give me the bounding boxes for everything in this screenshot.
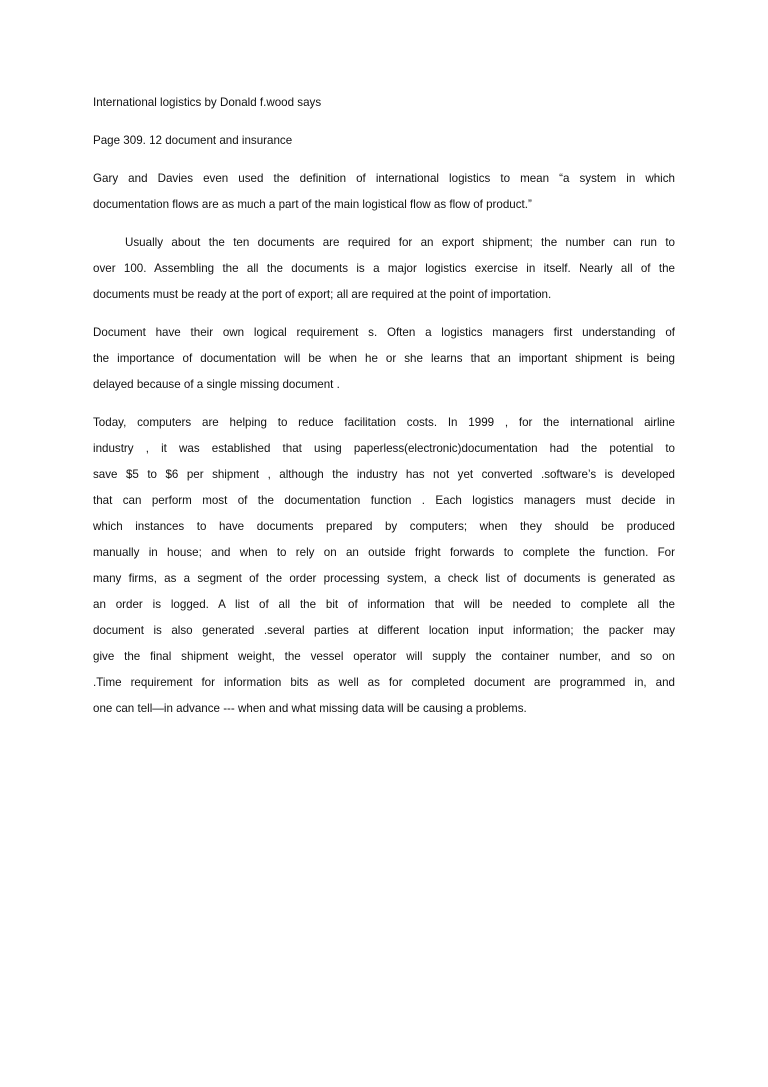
paragraph (93, 230, 675, 308)
text-line: delayed because of a single missing document . (93, 378, 340, 391)
text-line: Page 309. 12 document and insurance (93, 134, 293, 147)
text-line: the importance of documentation will be when he or she learns that an important shipment is being (93, 352, 675, 365)
paragraph (93, 320, 675, 398)
paragraph (93, 410, 675, 722)
text-line: Today, computers are helping to reduce facilitation costs. In 1999 , for the international airline (93, 416, 675, 429)
text-line: one can tell—in advance --- when and what missing data will be causing a problems. (93, 702, 527, 715)
text-line: industry , it was established that using paperless(electronic)documentation had the potential to (93, 442, 675, 455)
text-line: Usually about the ten documents are required for an export shipment; the number can run to (125, 236, 675, 249)
text-line: give the final shipment weight, the vessel operator will supply the container number, and so on (93, 650, 675, 663)
text-line: many firms, as a segment of the order processing system, a check list of documents is generated as (93, 572, 675, 585)
document-title (93, 90, 675, 116)
text-line: save $5 to $6 per shipment , although the industry has not yet converted .software’s is developed (93, 468, 675, 481)
text-line: .Time requirement for information bits as well as for completed document are programmed in, and (93, 676, 675, 689)
text-line: documentation flows are as much a part of the main logistical flow as flow of product.” (93, 198, 532, 211)
text-line: manually in house; and when to rely on an outside fright forwards to complete the function. For (93, 546, 675, 559)
text-line: International logistics by Donald f.wood says (93, 96, 322, 109)
text-line: an order is logged. A list of all the bit of information that will be needed to complete all the (93, 598, 675, 611)
document-page (93, 90, 675, 734)
text-line: Document have their own logical requirement s. Often a logistics managers first understanding of (93, 326, 675, 339)
text-line: documents must be ready at the port of export; all are required at the point of importation. (93, 288, 552, 301)
page-reference (93, 128, 675, 154)
text-line: over 100. Assembling the all the documents is a major logistics exercise in itself. Nearly all of the (93, 262, 675, 275)
text-line: which instances to have documents prepared by computers; when they should be produced (93, 520, 675, 533)
paragraph (93, 166, 675, 218)
text-line: that can perform most of the documentation function . Each logistics managers must decide in (93, 494, 675, 507)
text-line: Gary and Davies even used the definition of international logistics to mean “a system in which (93, 172, 675, 185)
text-line: document is also generated .several parties at different location input information; the packer may (93, 624, 675, 637)
